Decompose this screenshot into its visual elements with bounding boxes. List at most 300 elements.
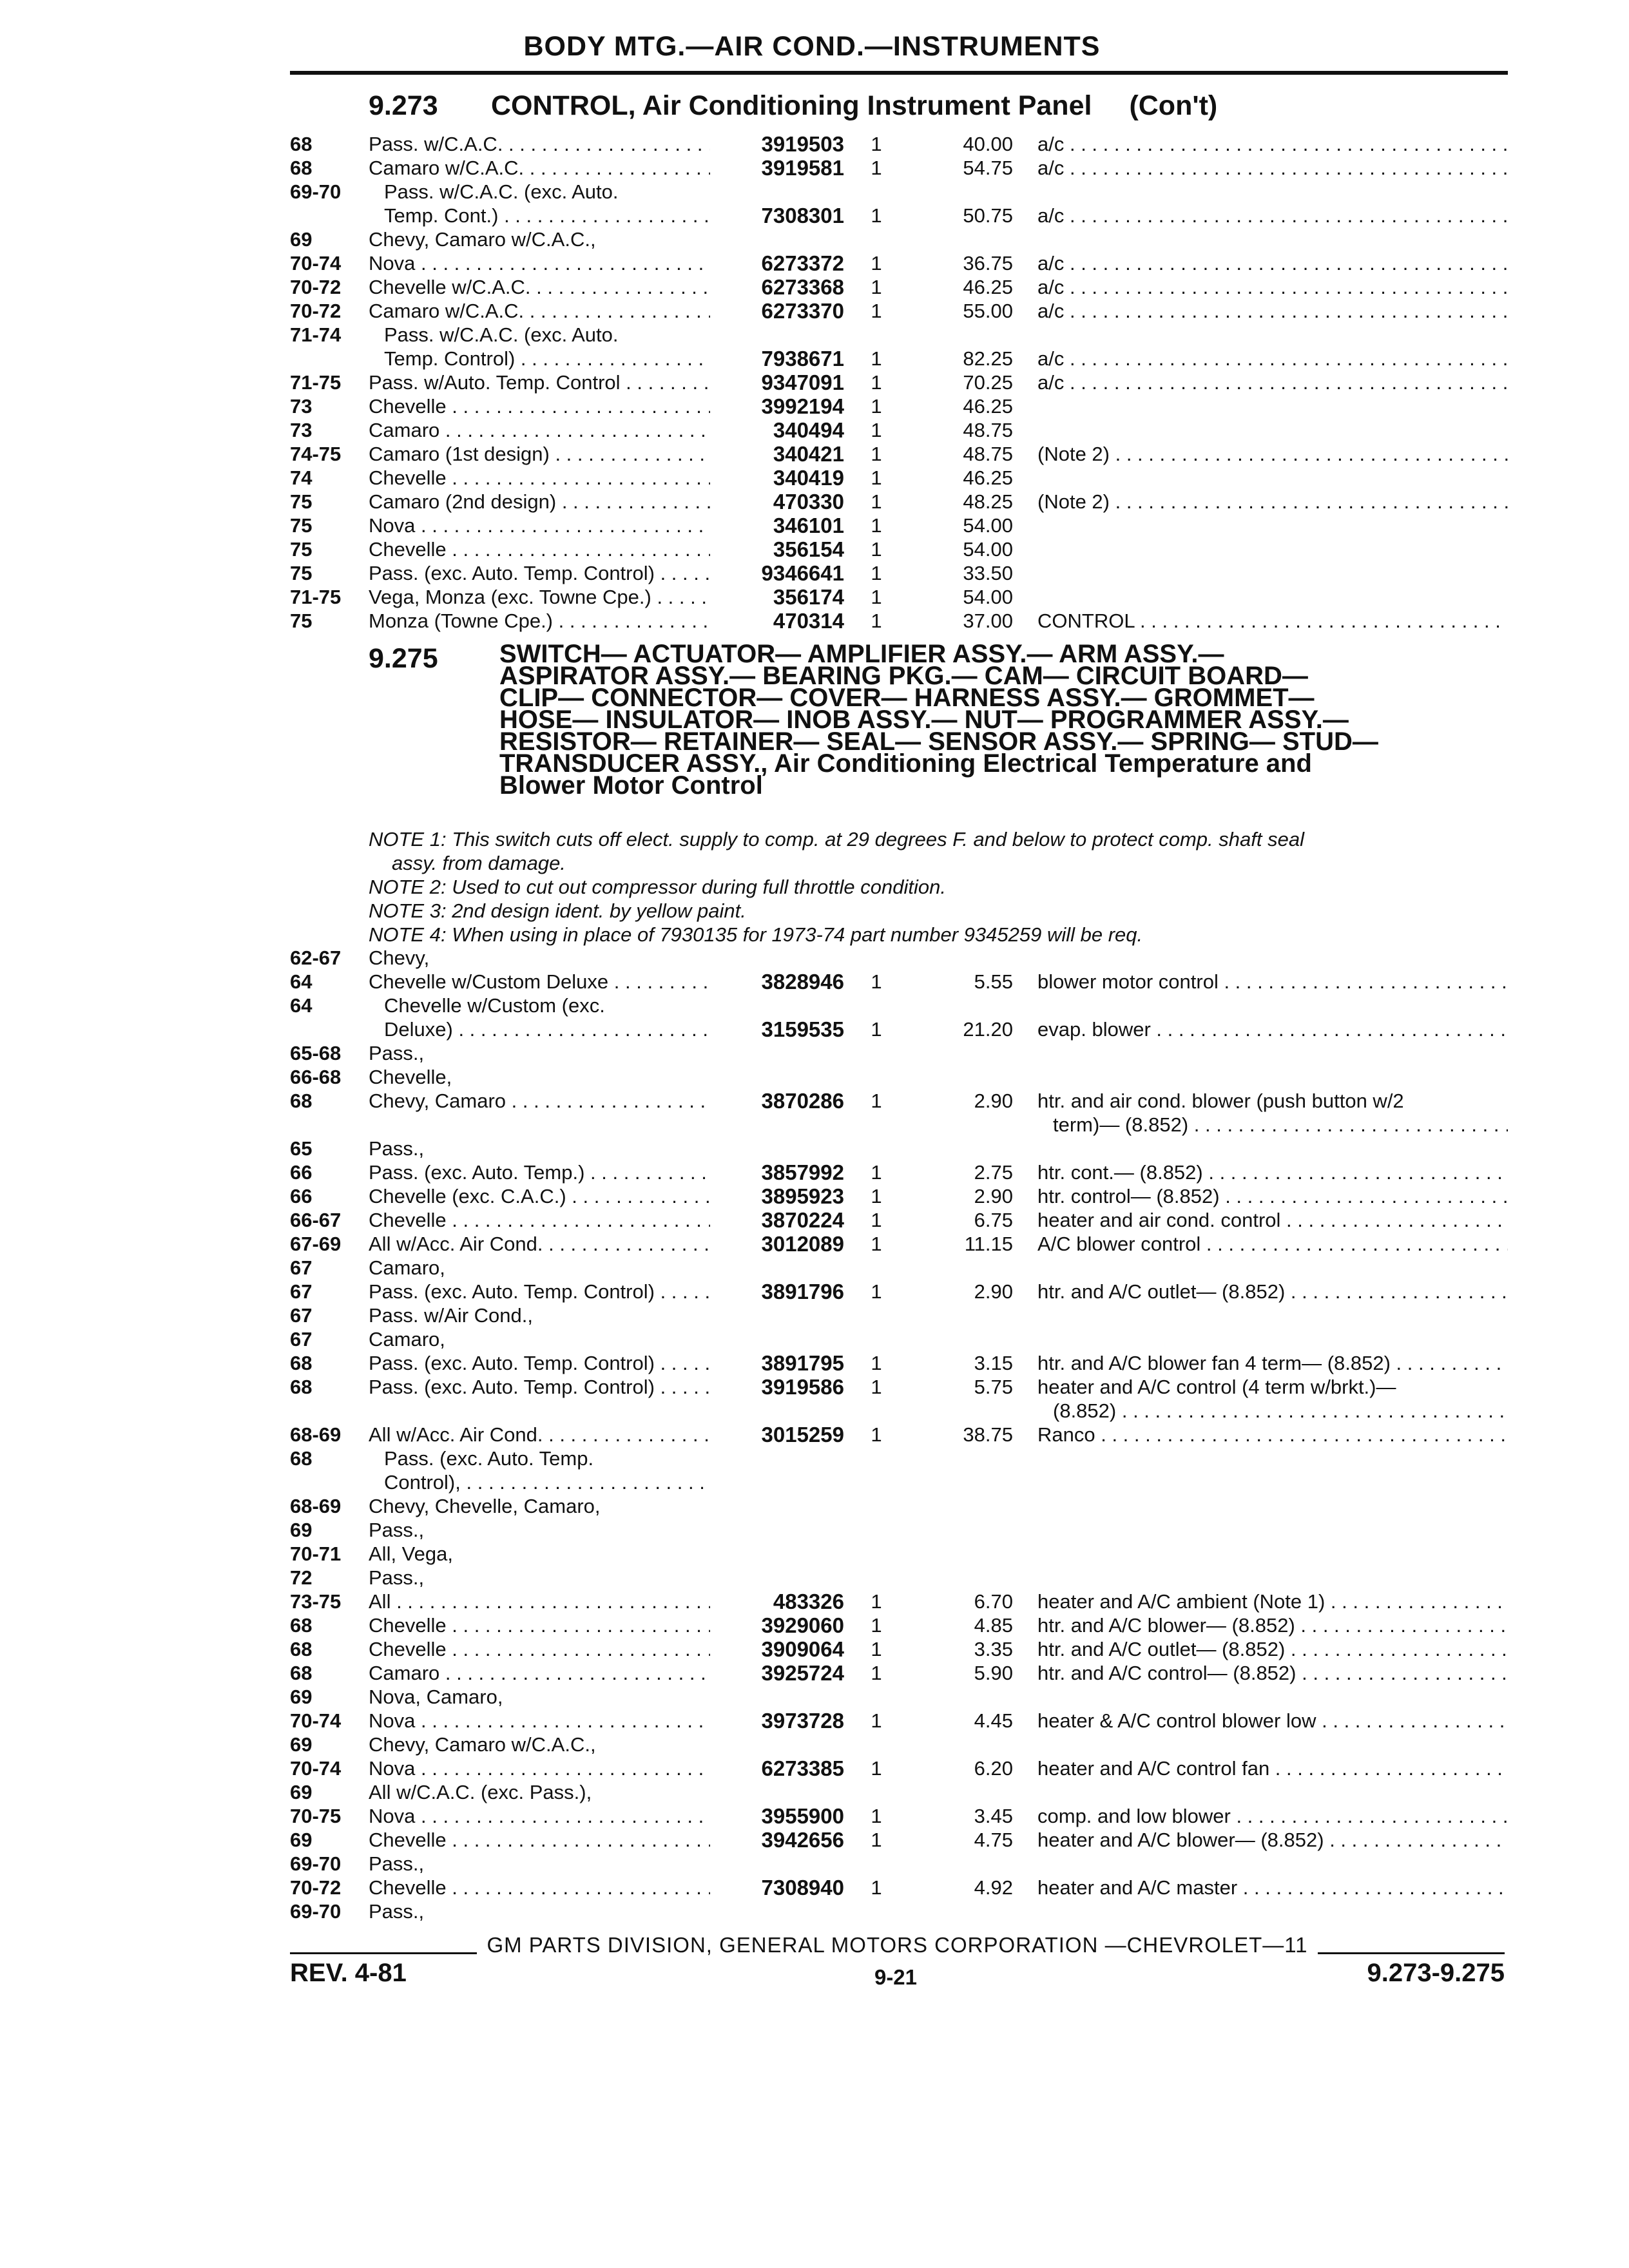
description-line-1: Pass. (exc. Auto. Temp. — [384, 1447, 594, 1470]
part-number: 3870286 — [761, 1089, 844, 1113]
part-description — [369, 1709, 710, 1733]
model-years: 64 — [290, 994, 313, 1017]
part-note — [1037, 1208, 1508, 1232]
part-description — [369, 1780, 710, 1804]
description-line-1: Pass., — [369, 1519, 425, 1541]
description-line-1: All w/C.A.C. (exc. Pass.), — [369, 1781, 592, 1803]
note-text: a/c . . . — [1037, 157, 1508, 179]
part-description — [369, 1804, 710, 1828]
description-line-1: Chevy, — [369, 947, 430, 969]
model-years: 69 — [290, 1781, 313, 1803]
note-line-2: term)— (8.852) . . . — [1037, 1113, 1508, 1137]
description-line-1: Chevy, Camaro w/C.A.C., — [369, 1733, 596, 1756]
part-description — [369, 466, 710, 490]
quantity: 1 — [871, 157, 882, 179]
note-text: heater and A/C master . . . — [1037, 1876, 1508, 1899]
price: 2.75 — [974, 1161, 1013, 1184]
model-years: 71-75 — [290, 586, 342, 608]
description-line-1: Chevelle w/Custom (exc. — [384, 994, 605, 1017]
part-note — [1037, 132, 1508, 156]
description-line-1: All w/Acc. Air Cond. . . . — [369, 1423, 710, 1446]
description-line-1: Camaro (1st design) . . . — [369, 443, 710, 465]
part-note — [1037, 1423, 1508, 1446]
note-text: a/c . . . — [1037, 300, 1508, 322]
part-number: 3870224 — [761, 1208, 844, 1232]
price: 54.00 — [963, 514, 1013, 537]
table-row — [0, 1256, 1629, 1280]
part-number: 340494 — [773, 418, 844, 442]
part-description — [369, 251, 710, 275]
table-row — [0, 156, 1629, 180]
model-years: 67 — [290, 1280, 313, 1303]
part-note — [1037, 347, 1508, 370]
part-description — [369, 1756, 710, 1780]
part-note — [1037, 1089, 1508, 1137]
footer-division: GM PARTS DIVISION, GENERAL MOTORS CORPORATION —CHEVROLET—11 — [487, 1933, 1308, 1957]
model-years: 68 — [290, 133, 313, 155]
price: 48.25 — [963, 490, 1013, 513]
model-years: 75 — [290, 538, 313, 561]
quantity: 1 — [871, 1590, 882, 1613]
table-row — [0, 180, 1629, 227]
note-text: Ranco . . . — [1037, 1423, 1508, 1446]
model-years: 69-70 — [290, 1852, 342, 1875]
table-row — [0, 1685, 1629, 1709]
part-description — [369, 394, 710, 418]
model-years: 69-70 — [290, 1900, 342, 1923]
part-number: 3929060 — [761, 1613, 844, 1637]
part-description — [369, 323, 710, 370]
model-years: 68 — [290, 1376, 313, 1398]
price: 54.00 — [963, 538, 1013, 561]
part-note — [1037, 1280, 1508, 1303]
table-row — [0, 251, 1629, 275]
description-line-1: Nova . . . — [369, 1709, 710, 1732]
note-line-1: heater and A/C control (4 term w/brkt.)— — [1037, 1376, 1396, 1398]
price: 38.75 — [963, 1423, 1013, 1446]
model-years: 66 — [290, 1185, 313, 1207]
table-row — [0, 1327, 1629, 1351]
part-description — [369, 1542, 710, 1566]
section-title-line: HOSE— INSULATOR— INOB ASSY.— NUT— PROGRAMMER ASSY.— — [499, 706, 1349, 734]
part-note — [1037, 442, 1508, 466]
part-description — [369, 227, 710, 251]
part-description — [369, 1303, 710, 1327]
note-text: htr. and A/C blower fan 4 term— (8.852) . . . — [1037, 1352, 1508, 1374]
quantity: 1 — [871, 1376, 882, 1398]
note-text: heater and A/C ambient (Note 1) . . . — [1037, 1590, 1508, 1613]
model-years: 65-68 — [290, 1042, 342, 1064]
part-description — [369, 1351, 710, 1375]
description-line-1: Camaro, — [369, 1256, 445, 1279]
table-row — [0, 1041, 1629, 1065]
section-title-line: RESISTOR— RETAINER— SEAL— SENSOR ASSY.— SPRING— STUD— — [499, 727, 1378, 756]
description-line-1: Pass. w/C.A.C. . . . — [369, 133, 710, 155]
table-row — [0, 1494, 1629, 1518]
table-row — [0, 1423, 1629, 1446]
part-note — [1037, 275, 1508, 299]
model-years: 68 — [290, 1662, 313, 1684]
note-text: htr. cont.— (8.852) . . . — [1037, 1161, 1508, 1184]
table-row — [0, 466, 1629, 490]
description-line-1: Pass., — [369, 1852, 425, 1875]
part-description — [369, 1613, 710, 1637]
model-years: 68-69 — [290, 1423, 342, 1446]
description-line-1: Pass. w/Auto. Temp. Control . . . — [369, 371, 710, 394]
part-number: 3942656 — [761, 1828, 844, 1852]
model-years: 66 — [290, 1161, 313, 1184]
table-row — [0, 946, 1629, 970]
part-description — [369, 946, 710, 970]
part-description — [369, 1637, 710, 1661]
price: 46.25 — [963, 276, 1013, 298]
description-line-1: Nova . . . — [369, 1757, 710, 1780]
part-number: 470330 — [773, 490, 844, 514]
table-row — [0, 1089, 1629, 1137]
model-years: 68 — [290, 1352, 313, 1374]
part-description — [369, 299, 710, 323]
note-text: a/c . . . — [1037, 204, 1508, 227]
table-row — [0, 490, 1629, 514]
part-description — [369, 1208, 710, 1232]
price: 5.55 — [974, 970, 1013, 993]
description-line-1: Chevelle . . . — [369, 1614, 710, 1637]
model-years: 75 — [290, 514, 313, 537]
footer-page-number: 9-21 — [874, 1965, 918, 1989]
part-note — [1037, 1709, 1508, 1733]
price: 46.25 — [963, 466, 1013, 489]
description-line-1: Monza (Towne Cpe.) . . . — [369, 610, 710, 632]
part-number: 3012089 — [761, 1232, 844, 1256]
part-note — [1037, 1613, 1508, 1637]
part-note — [1037, 1661, 1508, 1685]
quantity: 1 — [871, 1876, 882, 1899]
part-description — [369, 1685, 710, 1709]
part-note — [1037, 609, 1508, 633]
model-years: 74 — [290, 466, 313, 489]
description-line-1: Pass. w/C.A.C. (exc. Auto. — [384, 180, 619, 203]
part-number: 470314 — [773, 609, 844, 633]
table-row — [0, 1518, 1629, 1542]
description-line-1: Nova, Camaro, — [369, 1686, 503, 1708]
table-row — [0, 1733, 1629, 1756]
price: 3.45 — [974, 1805, 1013, 1827]
part-description — [369, 1661, 710, 1685]
part-number: 3919503 — [761, 132, 844, 156]
part-number: 483326 — [773, 1590, 844, 1613]
part-description — [369, 1041, 710, 1065]
table-row — [0, 1709, 1629, 1733]
quantity: 1 — [871, 204, 882, 227]
table-row — [0, 537, 1629, 561]
model-years: 69-70 — [290, 180, 342, 203]
part-description — [369, 1852, 710, 1876]
note-text: A/C blower control . . . — [1037, 1233, 1508, 1255]
description-line-1: Chevelle . . . — [369, 538, 710, 561]
model-years: 68 — [290, 157, 313, 179]
description-line-1: Pass. w/Air Cond., — [369, 1304, 533, 1327]
model-years: 70-74 — [290, 1709, 342, 1732]
description-line-1: Nova . . . — [369, 252, 710, 274]
part-note — [1037, 156, 1508, 180]
price: 21.20 — [963, 1018, 1013, 1041]
part-note — [1037, 204, 1508, 227]
description-line-1: Pass., — [369, 1900, 425, 1923]
model-years: 68 — [290, 1447, 313, 1470]
part-note — [1037, 490, 1508, 514]
quantity: 1 — [871, 133, 882, 155]
table-row — [0, 227, 1629, 251]
model-years: 70-72 — [290, 300, 342, 322]
part-note — [1037, 1804, 1508, 1828]
note-text: evap. blower . . . — [1037, 1018, 1508, 1041]
table-row — [0, 1828, 1629, 1852]
description-line-1: Pass. (exc. Auto. Temp. Control) . . . — [369, 562, 710, 584]
description-line-1: Vega, Monza (exc. Towne Cpe.) . . . — [369, 586, 710, 608]
footer-rule-left — [290, 1952, 477, 1954]
quantity: 1 — [871, 490, 882, 513]
model-years: 67 — [290, 1256, 313, 1279]
part-description — [369, 1280, 710, 1303]
table-row — [0, 1375, 1629, 1423]
section-title-line: CLIP— CONNECTOR— COVER— HARNESS ASSY.— GROMMET— — [499, 684, 1315, 712]
section-title-line: TRANSDUCER ASSY., Air Conditioning Electrical Temperature and — [499, 749, 1312, 778]
model-years: 64 — [290, 970, 313, 993]
table-row — [0, 299, 1629, 323]
price: 46.25 — [963, 395, 1013, 418]
table-row — [0, 1280, 1629, 1303]
description-line-1: Chevelle . . . — [369, 1876, 710, 1899]
table-row — [0, 1590, 1629, 1613]
quantity: 1 — [871, 610, 882, 632]
table-row — [0, 1137, 1629, 1160]
model-years: 66-67 — [290, 1209, 342, 1231]
model-years: 70-71 — [290, 1542, 342, 1565]
part-number: 3925724 — [761, 1661, 844, 1685]
quantity: 1 — [871, 538, 882, 561]
description-line-1: Pass. (exc. Auto. Temp. Control) . . . — [369, 1376, 710, 1398]
table-row — [0, 442, 1629, 466]
description-line-1: Camaro w/C.A.C. . . . — [369, 300, 710, 322]
model-years: 70-72 — [290, 1876, 342, 1899]
price: 48.75 — [963, 419, 1013, 441]
part-number: 3909064 — [761, 1637, 844, 1661]
model-years: 67 — [290, 1328, 313, 1350]
description-line-1: Chevelle . . . — [369, 1829, 710, 1851]
table-row — [0, 585, 1629, 609]
part-description — [369, 442, 710, 466]
part-description — [369, 1876, 710, 1899]
table-row — [0, 1566, 1629, 1590]
part-note — [1037, 1590, 1508, 1613]
table-row — [0, 561, 1629, 585]
quantity: 1 — [871, 419, 882, 441]
section-title-line: ASPIRATOR ASSY.— BEARING PKG.— CAM— CIRCUIT BOARD— — [499, 662, 1308, 690]
parts-table-9275 — [0, 946, 1629, 1923]
part-description — [369, 275, 710, 299]
part-number: 9346641 — [761, 561, 844, 585]
note-text: htr. and A/C outlet— (8.852) . . . — [1037, 1280, 1508, 1303]
part-description — [369, 156, 710, 180]
part-description — [369, 132, 710, 156]
table-row — [0, 1661, 1629, 1685]
part-note — [1037, 1017, 1508, 1041]
model-years: 68 — [290, 1638, 313, 1660]
description-line-1: Pass., — [369, 1566, 425, 1589]
part-number: 340421 — [773, 442, 844, 466]
description-line-1: Chevelle w/C.A.C. . . . — [369, 276, 710, 298]
model-years: 73 — [290, 419, 313, 441]
quantity: 1 — [871, 347, 882, 370]
description-line-1: Chevy, Camaro . . . — [369, 1090, 710, 1112]
quantity: 1 — [871, 252, 882, 274]
model-years: 75 — [290, 490, 313, 513]
model-years: 75 — [290, 610, 313, 632]
part-description — [369, 609, 710, 633]
description-line-1: Pass. (exc. Auto. Temp. Control) . . . — [369, 1352, 710, 1374]
table-row — [0, 1542, 1629, 1566]
note-text: htr. and A/C blower— (8.852) . . . — [1037, 1614, 1508, 1637]
quantity: 1 — [871, 395, 882, 418]
description-line-1: Pass. (exc. Auto. Temp. Control) . . . — [369, 1280, 710, 1303]
table-row — [0, 1208, 1629, 1232]
table-row — [0, 1351, 1629, 1375]
part-number: 6273368 — [761, 275, 844, 299]
part-description — [369, 1899, 710, 1923]
model-years: 67 — [290, 1304, 313, 1327]
note-text: blower motor control . . . — [1037, 970, 1508, 993]
part-number: 3159535 — [761, 1017, 844, 1041]
model-years: 62-67 — [290, 947, 342, 969]
description-line-1: Pass. (exc. Auto. Temp.) . . . — [369, 1161, 710, 1184]
part-number: 346101 — [773, 514, 844, 537]
table-row — [0, 418, 1629, 442]
description-line-1: Camaro (2nd design) . . . — [369, 490, 710, 513]
model-years: 71-75 — [290, 371, 342, 394]
model-years: 69 — [290, 1686, 313, 1708]
quantity: 1 — [871, 1185, 882, 1207]
section-continued: (Con't) — [1129, 90, 1218, 121]
price: 6.20 — [974, 1757, 1013, 1780]
price: 5.90 — [974, 1662, 1013, 1684]
note-text: comp. and low blower . . . — [1037, 1805, 1508, 1827]
part-description — [369, 970, 710, 994]
note-text: heater & A/C control blower low . . . — [1037, 1709, 1508, 1732]
quantity: 1 — [871, 970, 882, 993]
price: 48.75 — [963, 443, 1013, 465]
part-description — [369, 1518, 710, 1542]
quantity: 1 — [871, 1018, 882, 1041]
part-number: 7308940 — [761, 1876, 844, 1899]
description-line-1: Nova . . . — [369, 514, 710, 537]
table-row — [0, 1065, 1629, 1089]
part-description — [369, 370, 710, 394]
part-description — [369, 418, 710, 442]
part-number: 3955900 — [761, 1804, 844, 1828]
price: 2.90 — [974, 1090, 1013, 1112]
part-description — [369, 1375, 710, 1399]
note-text: heater and A/C blower— (8.852) . . . — [1037, 1829, 1508, 1851]
table-row — [0, 1804, 1629, 1828]
model-years: 73-75 — [290, 1590, 342, 1613]
price: 54.75 — [963, 157, 1013, 179]
note-line: NOTE 3: 2nd design ident. by yellow paint. — [369, 899, 746, 922]
section-9275-number: 9.275 — [369, 643, 438, 674]
description-line-1: Chevy, Camaro w/C.A.C., — [369, 228, 596, 251]
note-line-2: (8.852) . . . — [1037, 1399, 1508, 1423]
part-description — [369, 1566, 710, 1590]
model-years: 69 — [290, 1733, 313, 1756]
model-years: 67-69 — [290, 1233, 342, 1255]
model-years: 66-68 — [290, 1066, 342, 1088]
description-line-1: Chevelle . . . — [369, 1638, 710, 1660]
quantity: 1 — [871, 1209, 882, 1231]
description-line-1: Camaro w/C.A.C. . . . — [369, 157, 710, 179]
description-line-1: Chevelle . . . — [369, 466, 710, 489]
part-number: 3895923 — [761, 1184, 844, 1208]
price: 2.90 — [974, 1185, 1013, 1207]
section-title: CONTROL, Air Conditioning Instrument Panel — [491, 90, 1092, 121]
price: 11.15 — [964, 1233, 1013, 1255]
header-rule — [290, 71, 1508, 75]
price: 3.15 — [974, 1352, 1013, 1374]
note-text: htr. and A/C outlet— (8.852) . . . — [1037, 1638, 1508, 1660]
price: 4.75 — [974, 1829, 1013, 1851]
part-number: 3828946 — [761, 970, 844, 994]
note-text: a/c . . . — [1037, 347, 1508, 370]
part-description — [369, 1828, 710, 1852]
part-number: 7938671 — [761, 347, 844, 370]
quantity: 1 — [871, 1662, 882, 1684]
model-years: 65 — [290, 1137, 313, 1160]
part-note — [1037, 1351, 1508, 1375]
part-description — [369, 1446, 710, 1494]
page-header-title: BODY MTG.—AIR COND.—INSTRUMENTS — [523, 31, 1101, 62]
note-line-1: htr. and air cond. blower (push button w/2 — [1037, 1090, 1404, 1112]
table-row — [0, 1303, 1629, 1327]
part-note — [1037, 1160, 1508, 1184]
note-text: htr. control— (8.852) . . . — [1037, 1185, 1508, 1207]
part-description — [369, 490, 710, 514]
table-row — [0, 1637, 1629, 1661]
part-number: 6273370 — [761, 299, 844, 323]
table-row — [0, 1780, 1629, 1804]
quantity: 1 — [871, 586, 882, 608]
part-number: 3857992 — [761, 1160, 844, 1184]
part-note — [1037, 299, 1508, 323]
note-text: heater and A/C control fan . . . — [1037, 1757, 1508, 1780]
part-number: 3919581 — [761, 156, 844, 180]
price: 3.35 — [974, 1638, 1013, 1660]
part-description — [369, 514, 710, 537]
table-row — [0, 1446, 1629, 1494]
quantity: 1 — [871, 1757, 882, 1780]
note-text: a/c . . . — [1037, 371, 1508, 394]
quantity: 1 — [871, 1280, 882, 1303]
part-description — [369, 1423, 710, 1446]
part-note — [1037, 1828, 1508, 1852]
quantity: 1 — [871, 562, 882, 584]
part-number: 356154 — [773, 537, 844, 561]
table-row — [0, 1852, 1629, 1876]
part-description — [369, 1733, 710, 1756]
table-row — [0, 1160, 1629, 1184]
part-description — [369, 1590, 710, 1613]
description-line-1: All, Vega, — [369, 1542, 453, 1565]
part-note — [1037, 1876, 1508, 1899]
description-line-1: Chevelle . . . — [369, 1209, 710, 1231]
description-line-1: Camaro, — [369, 1328, 445, 1350]
